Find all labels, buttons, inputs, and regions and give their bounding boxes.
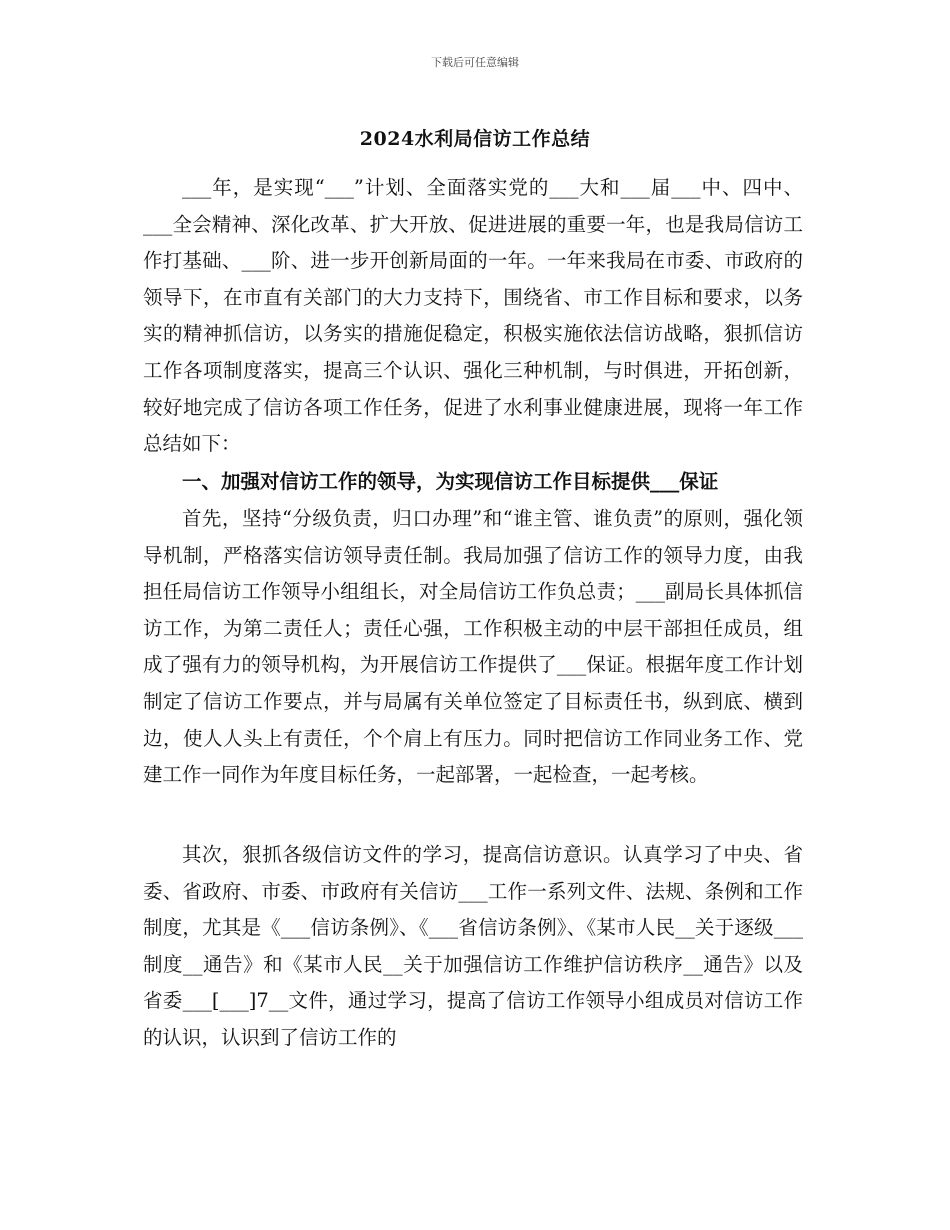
document-title: 2024水利局信访工作总结 <box>359 128 591 150</box>
paragraph-second-point: 其次，狠抓各级信访文件的学习，提高信访意识。认真学习了中央、省委、省政府、市委、市政府有关信访___工作一系列文件、法规、条例和工作制度，尤其是《___信访条例》、《___省信访条例》、《某市人民__关于逐级___制度__通告》和《某市人民__关于加强信访工作维护信访秩序__通告》以及省委___[___]7__文件，通过学习，提高了信访工作领导小组成员对信访工作的认识，认识到了信访工作的 <box>143 843 803 1049</box>
paragraph-intro: ___年，是实现“___”计划、全面落实党的___大和___届___中、四中、___全会精神、深化改革、扩大开放、促进进展的重要一年，也是我局信访工作打基础、___阶、进一步开创新局面的一年。一年来我局在市委、市政府的领导下，在市直有关部门的大力支持下，围绕省、市工作目标和要求，以务实的精神抓信访，以务实的措施促稳定，积极实施依法信访战略，狠抓信访工作各项制度落实，提高三个认识、强化三种机制，与时俱进，开拓创新，较好地完成了信访各项工作任务，促进了水利事业健康进展，现将一年工作总结如下： <box>143 176 803 456</box>
section-heading-1: 一、加强对信访工作的领导，为实现信访工作目标提供___保证 <box>182 470 719 493</box>
header-note: 下载后可任意编辑 <box>431 56 519 69</box>
paragraph-first-point: 首先，坚持“分级负责，归口办理”和“谁主管、谁负责”的原则，强化领导机制，严格落实信访领导责任制。我局加强了信访工作的领导力度，由我担任局信访工作领导小组组长，对全局信访工作负总责；___副局长具体抓信访工作，为第二责任人；责任心强，工作积极主动的中层干部担任成员，组成了强有力的领导机构，为开展信访工作提供了___保证。根据年度工作计划制定了信访工作要点，并与局属有关单位签定了目标责任书，纵到底、横到边，使人人头上有责任，个个肩上有压力。同时把信访工作同业务工作、党建工作一同作为年度目标任务，一起部署，一起检查，一起考核。 <box>143 507 803 787</box>
